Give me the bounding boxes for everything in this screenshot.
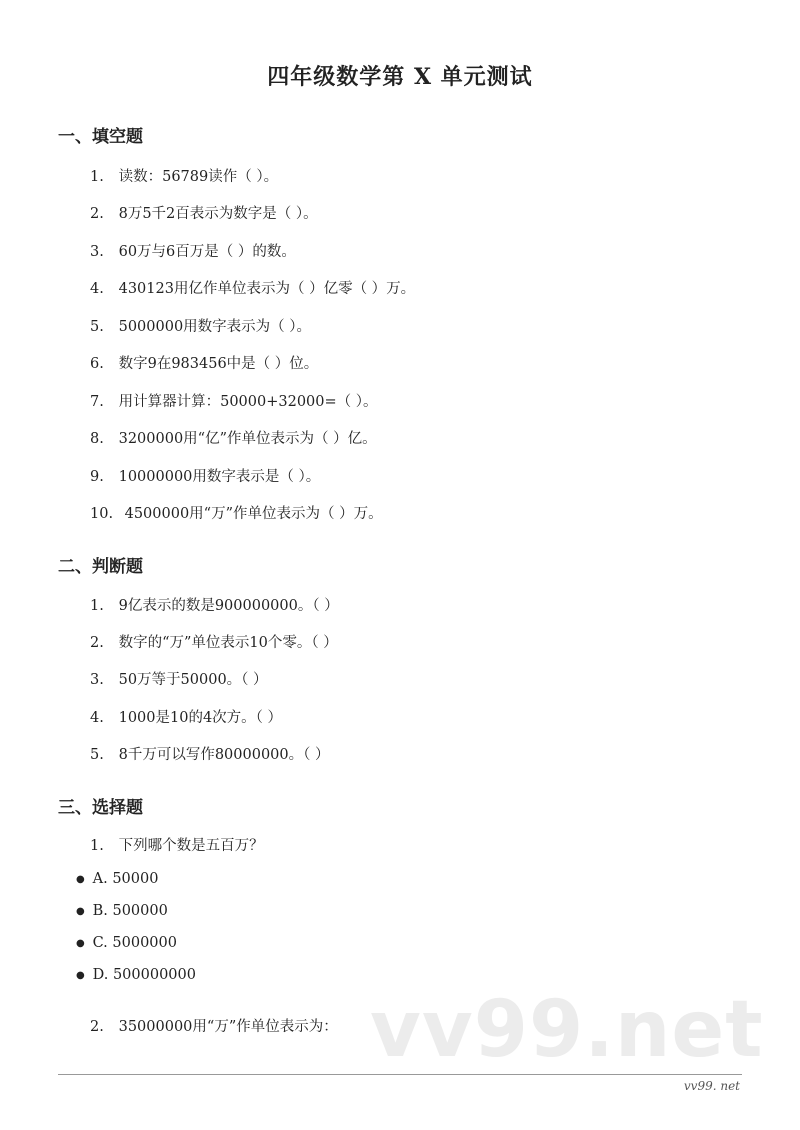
question-text: 50万等于50000。（ ）: [118, 672, 268, 688]
question-number: 3.: [90, 244, 104, 260]
question-item: [90, 465, 320, 486]
question-item: [90, 706, 282, 727]
question-item: [90, 427, 377, 448]
section-heading-true-false: 二、判断题: [58, 557, 143, 577]
section-heading-fill-in: 一、填空题: [58, 127, 143, 147]
option-label: A.: [92, 871, 108, 887]
option-label: C.: [92, 935, 108, 951]
question-number: 9.: [90, 469, 104, 485]
question-item: [90, 502, 383, 523]
question-text: 5000000用数字表示为（ ）。: [118, 319, 312, 335]
question-text: 1000是10的4次方。（ ）: [118, 710, 283, 726]
question-number: 2.: [90, 206, 104, 222]
choice-option: [76, 903, 168, 919]
question-number: 8.: [90, 431, 104, 447]
option-label: D.: [92, 967, 109, 983]
question-text: 下列哪个数是五百万？: [118, 838, 264, 854]
option-text: 5000000: [112, 935, 177, 951]
question-number: 2.: [90, 1019, 104, 1035]
question-number: 3.: [90, 672, 104, 688]
question-number: 4.: [90, 281, 104, 297]
question-number: 1.: [90, 598, 104, 614]
option-text: 500000: [112, 903, 168, 919]
watermark: vv99.net: [370, 985, 764, 1075]
question-item: [90, 668, 268, 689]
option-label: B.: [92, 903, 108, 919]
footer-site-label: vv99. net: [683, 1079, 740, 1093]
question-text: 430123用亿作单位表示为（ ）亿零（ ）万。: [118, 281, 416, 297]
question-text: 60万与6百万是（ ）的数。: [118, 244, 296, 260]
question-text: 读数：56789读作（ ）。: [118, 169, 279, 185]
question-item: [90, 834, 264, 855]
question-text: 8千万可以写作80000000。（ ）: [118, 747, 330, 763]
question-text: 4500000用“万”作单位表示为（ ）万。: [124, 506, 383, 522]
question-text: 9亿表示的数是900000000。（ ）: [118, 598, 339, 614]
question-item: [90, 631, 338, 652]
option-text: 500000000: [112, 967, 196, 983]
question-number: 6.: [90, 356, 104, 372]
question-item: [90, 202, 318, 223]
question-item: [90, 743, 330, 764]
option-text: 50000: [112, 871, 159, 887]
choice-option: [76, 935, 177, 951]
question-number: 1.: [90, 838, 104, 854]
bullet-icon: ●: [76, 905, 85, 917]
choice-option: [76, 967, 196, 983]
question-item: [90, 1015, 338, 1036]
question-text: 数字的“万”单位表示10个零。（ ）: [118, 635, 338, 651]
question-item: [90, 240, 296, 261]
question-text: 8万5千2百表示为数字是（ ）。: [118, 206, 318, 222]
question-text: 35000000用“万”作单位表示为：: [118, 1019, 338, 1035]
question-number: 7.: [90, 394, 104, 410]
question-text: 用计算器计算：50000+32000=（ ）。: [118, 394, 378, 410]
bullet-icon: ●: [76, 969, 85, 981]
bullet-icon: ●: [76, 937, 85, 949]
question-item: [90, 594, 339, 615]
question-item: [90, 165, 278, 186]
bullet-icon: ●: [76, 873, 85, 885]
question-item: [90, 277, 415, 298]
question-item: [90, 315, 311, 336]
question-number: 4.: [90, 710, 104, 726]
question-item: [90, 352, 318, 373]
section-heading-multiple-choice: 三、选择题: [58, 798, 143, 818]
question-text: 数字9在983456中是（ ）位。: [118, 356, 319, 372]
question-number: 10.: [90, 506, 114, 522]
question-text: 10000000用数字表示是（ ）。: [118, 469, 321, 485]
choice-option: [76, 871, 158, 887]
question-number: 5.: [90, 319, 104, 335]
footer-divider: [58, 1074, 742, 1075]
question-text: 3200000用“亿”作单位表示为（ ）亿。: [118, 431, 377, 447]
question-number: 2.: [90, 635, 104, 651]
question-item: [90, 390, 378, 411]
question-number: 5.: [90, 747, 104, 763]
page-title: 四年级数学第 X 单元测试: [267, 64, 533, 90]
question-number: 1.: [90, 169, 104, 185]
